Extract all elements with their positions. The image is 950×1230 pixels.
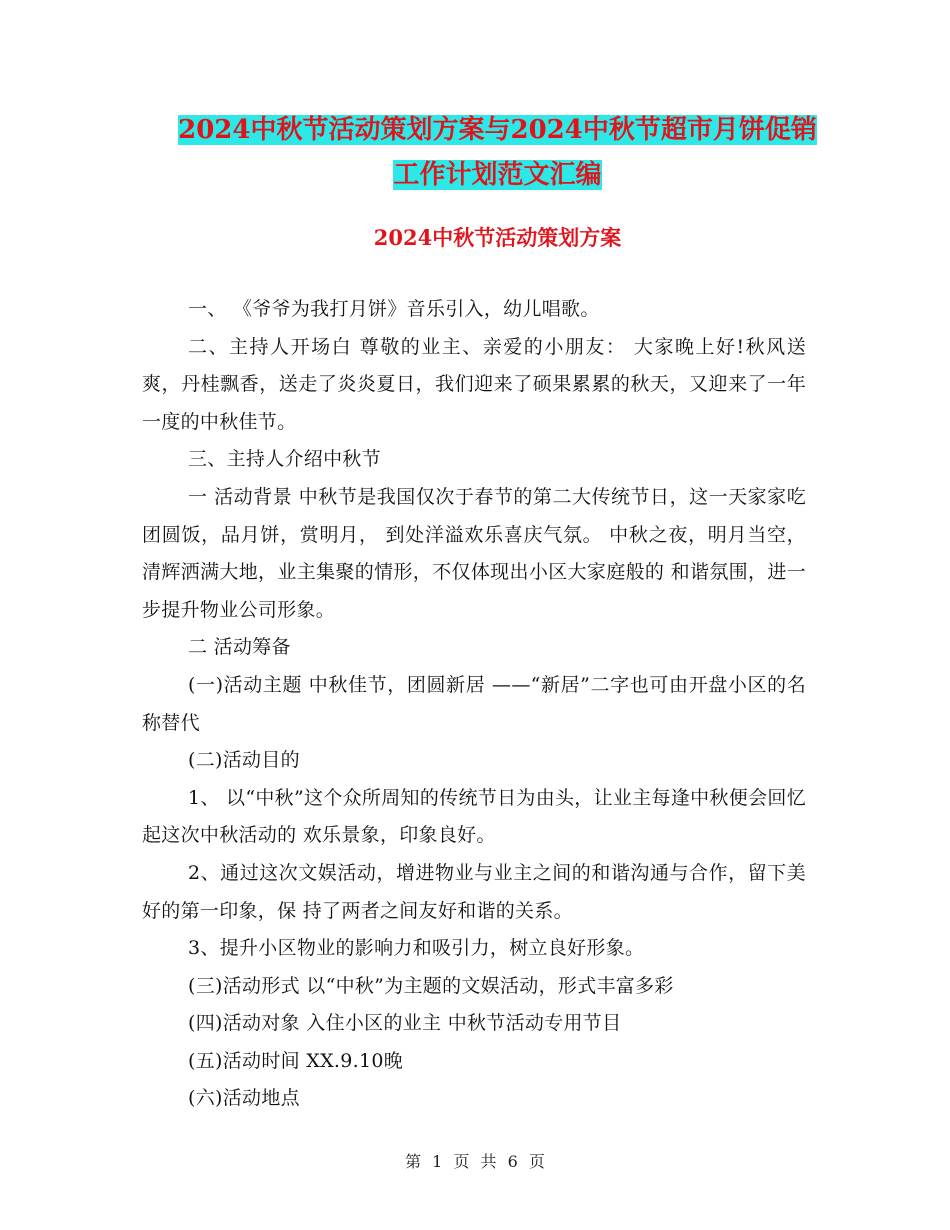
title-line-1: 2024中秋节活动策划方案与2024中秋节超市月饼促销 (178, 115, 817, 145)
paragraph: 1、 以“中秋”这个众所周知的传统节日为由头，让业主每逢中秋便会回忆起这次中秋活动的 欢乐景象，印象良好。 (142, 786, 806, 847)
paragraph: (一)活动主题 中秋佳节，团圆新居 ——“新居”二字也可由开盘小区的名称替代 (142, 673, 806, 734)
paragraph: (二)活动目的 (188, 749, 300, 772)
paragraph: 一 活动背景 中秋节是我国仅次于春节的第二大传统节日，这一天家家吃团圆饭，品月饼，赏明月， 到处洋溢欢乐喜庆气氛。 中秋之夜，明月当空，清辉洒满大地，业主集聚的情形，不仅体现出小区大家庭般的 和谐氛围，进一步提升物业公司形象。 (142, 485, 806, 621)
title-line-2: 工作计划范文汇编 (393, 160, 602, 190)
paragraph: 2、通过这次文娱活动，增进物业与业主之间的和谐沟通与合作，留下美好的第一印象，保 持了两者之间友好和谐的关系。 (142, 861, 806, 922)
paragraph: 三、主持人介绍中秋节 (188, 448, 382, 471)
body-text (142, 291, 806, 1118)
section-title: 2024中秋节活动策划方案 (373, 225, 622, 250)
document-title (140, 108, 855, 198)
paragraph: 3、提升小区物业的影响力和吸引力，树立良好形象。 (188, 937, 645, 960)
paragraph: 一、 《爷爷为我打月饼》音乐引入，幼儿唱歌。 (188, 298, 600, 320)
paragraph: (三)活动形式 以“中秋”为主题的文娱活动，形式丰富多彩 (188, 974, 674, 997)
paragraph: 二 活动筹备 (188, 636, 291, 659)
paragraph: (五)活动时间 XX.9.10晚 (188, 1049, 404, 1072)
paragraph: (六)活动地点 (188, 1087, 300, 1110)
paragraph: 二、主持人开场白 尊敬的业主、亲爱的小朋友： 大家晚上好!秋风送爽，丹桂飘香，送走了炎炎夏日，我们迎来了硕果累累的秋天，又迎来了一年一度的中秋佳节。 (142, 335, 806, 433)
paragraph: (四)活动对象 入住小区的业主 中秋节活动专用节目 (188, 1012, 622, 1035)
page-footer: 第 1 页 共 6 页 (405, 1152, 545, 1171)
